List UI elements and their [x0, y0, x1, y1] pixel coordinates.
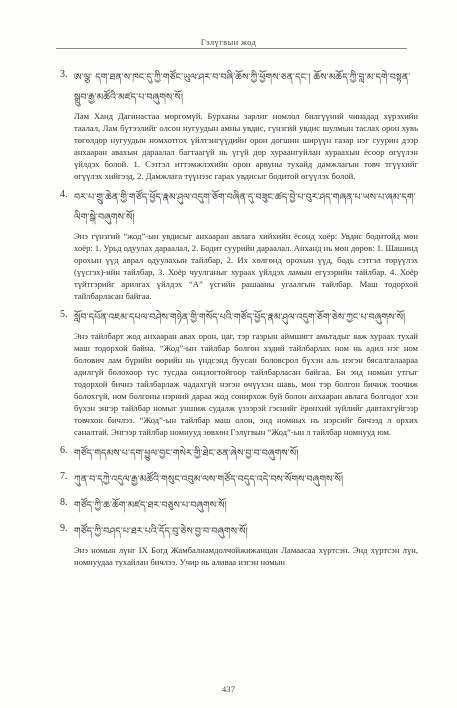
header-rule [56, 48, 407, 49]
item-number: 8. [60, 497, 68, 508]
item-number: 9. [60, 523, 68, 534]
tibetan-title: གཙོད་ཀྱི་བཤད་པ་ཐར་པའི་དོད་བུ་ཅེས་བྱ་བ་བཞུགས་སོ། [74, 526, 248, 537]
item-description: Энэ номын лүнг IX Богд Жамбалнамдолчойжижанцан Ламаасаа хүртсэн. Энд хүртсэн лүн, номнуудаа тухайлан бичлээ. Учир нь аливаа нэгэн номын [74, 545, 418, 567]
list-item [60, 188, 418, 302]
tibetan-title: བར་པ་གྲུ་ཆེན་གྱི་གཙོད་ཕྱོད་རྣམ་ཤུལ་འདུག་ཅོག་བཞིན་དུ་བཟུང་ཚད་བྱེ་པ་བུར་ཤད་གཞན་པ་ཡས་པ་ཞམ་དག་ལིག་སྒེ་བཞུགས་སོ། [74, 192, 416, 223]
item-number: 4. [60, 189, 68, 200]
item-description: Энэ тайлбарт жод анхааран авах орон, цаг, тэр газрын аймшигт амьтадыг яаж хураах тухай маш тодорхой байна. “Жод”-ын тайлбар болгон хэдий тайлбарлах ном нь адил нэг ном болович лам бүрийн өөрийн нь үндсэнд буусан боловсрол бүхэн аль нэгэн бясалгалаараа адилгүй болохоор тус тусдаа онцлогтойгоор тайлбарласан байгаа. Би энд номын утгыг тодорхой бичнэ тайлбарлаж чадахгүй нэгэн өчүүхэн шавь, мөн тэр болгон бичиж тоочиж болохгүй, ном болгоны нэрний дараа жод сонирхож буй болон анхааран авлага болгодог хэн бүхэн энгэр тайлбар номыг уншиж судалж үзээрэй гэснийг ёрөнхий зүйлийг давтахгүйгээр товчхон бичлээ. “Жод”-ын тайлбар маш олон, энд номных нь нэрсийг бичээд л орхих саналтай. Энгээр тайлбар номнууд зөвхөн Гэлүгвын “Жод”-ын л тайлбар номнууд юм. [74, 331, 418, 437]
content-body [60, 68, 418, 574]
list-item [60, 68, 418, 182]
running-header-title: Гэлүгвын жод [200, 37, 257, 47]
running-header [0, 0, 457, 50]
list-item [60, 308, 418, 438]
tibetan-title: གཙོད་གདམས་པ་དག་ཕྱུལ་བྱང་གསེར་གྱི་ཐེང་ཅན་ཞེས་བྱ་བ་བཞུགས་སོ། [74, 448, 299, 459]
item-description: Лам Ханд Дагинастаа мөргөмүй. Бурханы зарлиг номлол билгүүний чинадад хүрэхийн таалал, Лам бүтээлийг олсон нугуудын амны увдис, гүнзгий увдис шулмын таслах орон хувь төгөлдөр нугуудын номхотгох үйлтэнгүүдийн орон догшин ширүүн газар нэг суурин дээр анхааран авахын дараалал багтаагүй нь үгүй дор хураангуйлан хураахын ёсоор өгүүлэн үйлдэх болой. 1. Сэтгэл иттэмжлэхийн орон арвуны тухайд дамжлагын товч тгүүхийг өгүүлэх хийгээд, 2. Дамжлага түүнээс гарах увдисыг бодитой өгүүлэх болой. [74, 111, 418, 181]
tibetan-title: གཙོད་ཀྱི་ཆ་ཆོག་མཛད་ཐར་བཅུས་པ་བཞུགས་སོ། [74, 500, 227, 511]
tibetan-title: ཨ་ལྕ་ དག་ཐན་ས་ཁང་དུ་ཀྱི་གཙོང་ཡུལ་ཤར་བ་བཞི་ཆོས་ཀྱི་ཕྱོགས་ཅན་དང་། ཆོས་མཆོད་ཀྱི་བླ་མ་དགེ་བསྟན་སྒྲུབ་རྒྱ་མཚོའི་མཛད་པ་བཞུགས་སོ། [74, 72, 411, 103]
list-item [60, 470, 418, 490]
item-number: 3. [60, 69, 68, 80]
item-number: 7. [60, 471, 68, 482]
list-item [60, 496, 418, 516]
list-item [60, 522, 418, 568]
tibetan-title: སློབ་དཔོན་འཇམ་དཔལ་བཤེས་གཉེན་གྱི་གསོད་པའི་གཙོད་ཕྱོད་རྣམ་ཤུལ་འདུག་ཅོག་ཅེས་ཀྱང་པ་བཞུགས་སོ། [74, 312, 406, 323]
page-number: 437 [221, 684, 236, 694]
list-item [60, 444, 418, 464]
tibetan-title: ཀུན་བ་དཀྱེ་འདུལ་རྒྱ་མཚོའི་གསུང་འབུམ་ལས་གཙོད་བདུད་འདེ་བས་སོགས་བཞུགས་སོ། [74, 474, 344, 485]
item-description: Энэ гүнзгий “жод”-ын увдисыг анхааран авлага хийхийн ёсонд хоёр: Увдис бодитойд мөн хоёр: 1. Урьд одуулах дараалал, 2. Бодит суурийн дараалал. Анханд нь мөн дөрөв: 1. Шашинд орохын үүд аврал одуулахын тайлбар, 2. Их хөлгөнд орохын үүд, бодь сэтгэл төрүүлэх (үүсгэх)-ийн тайлбар, 3. Хоёр чуулганыг хураах үйлдэх ламын егүзэрийн тайлбар. 4. Хоёр түйтгэрийг арилгах үйлдэх “А” үсгийн рашааны угаалгын тайлбар. Маш тодорхой тайлбарласан байгаа. [74, 231, 418, 301]
item-number: 6. [60, 445, 68, 456]
item-number: 5. [60, 309, 68, 320]
